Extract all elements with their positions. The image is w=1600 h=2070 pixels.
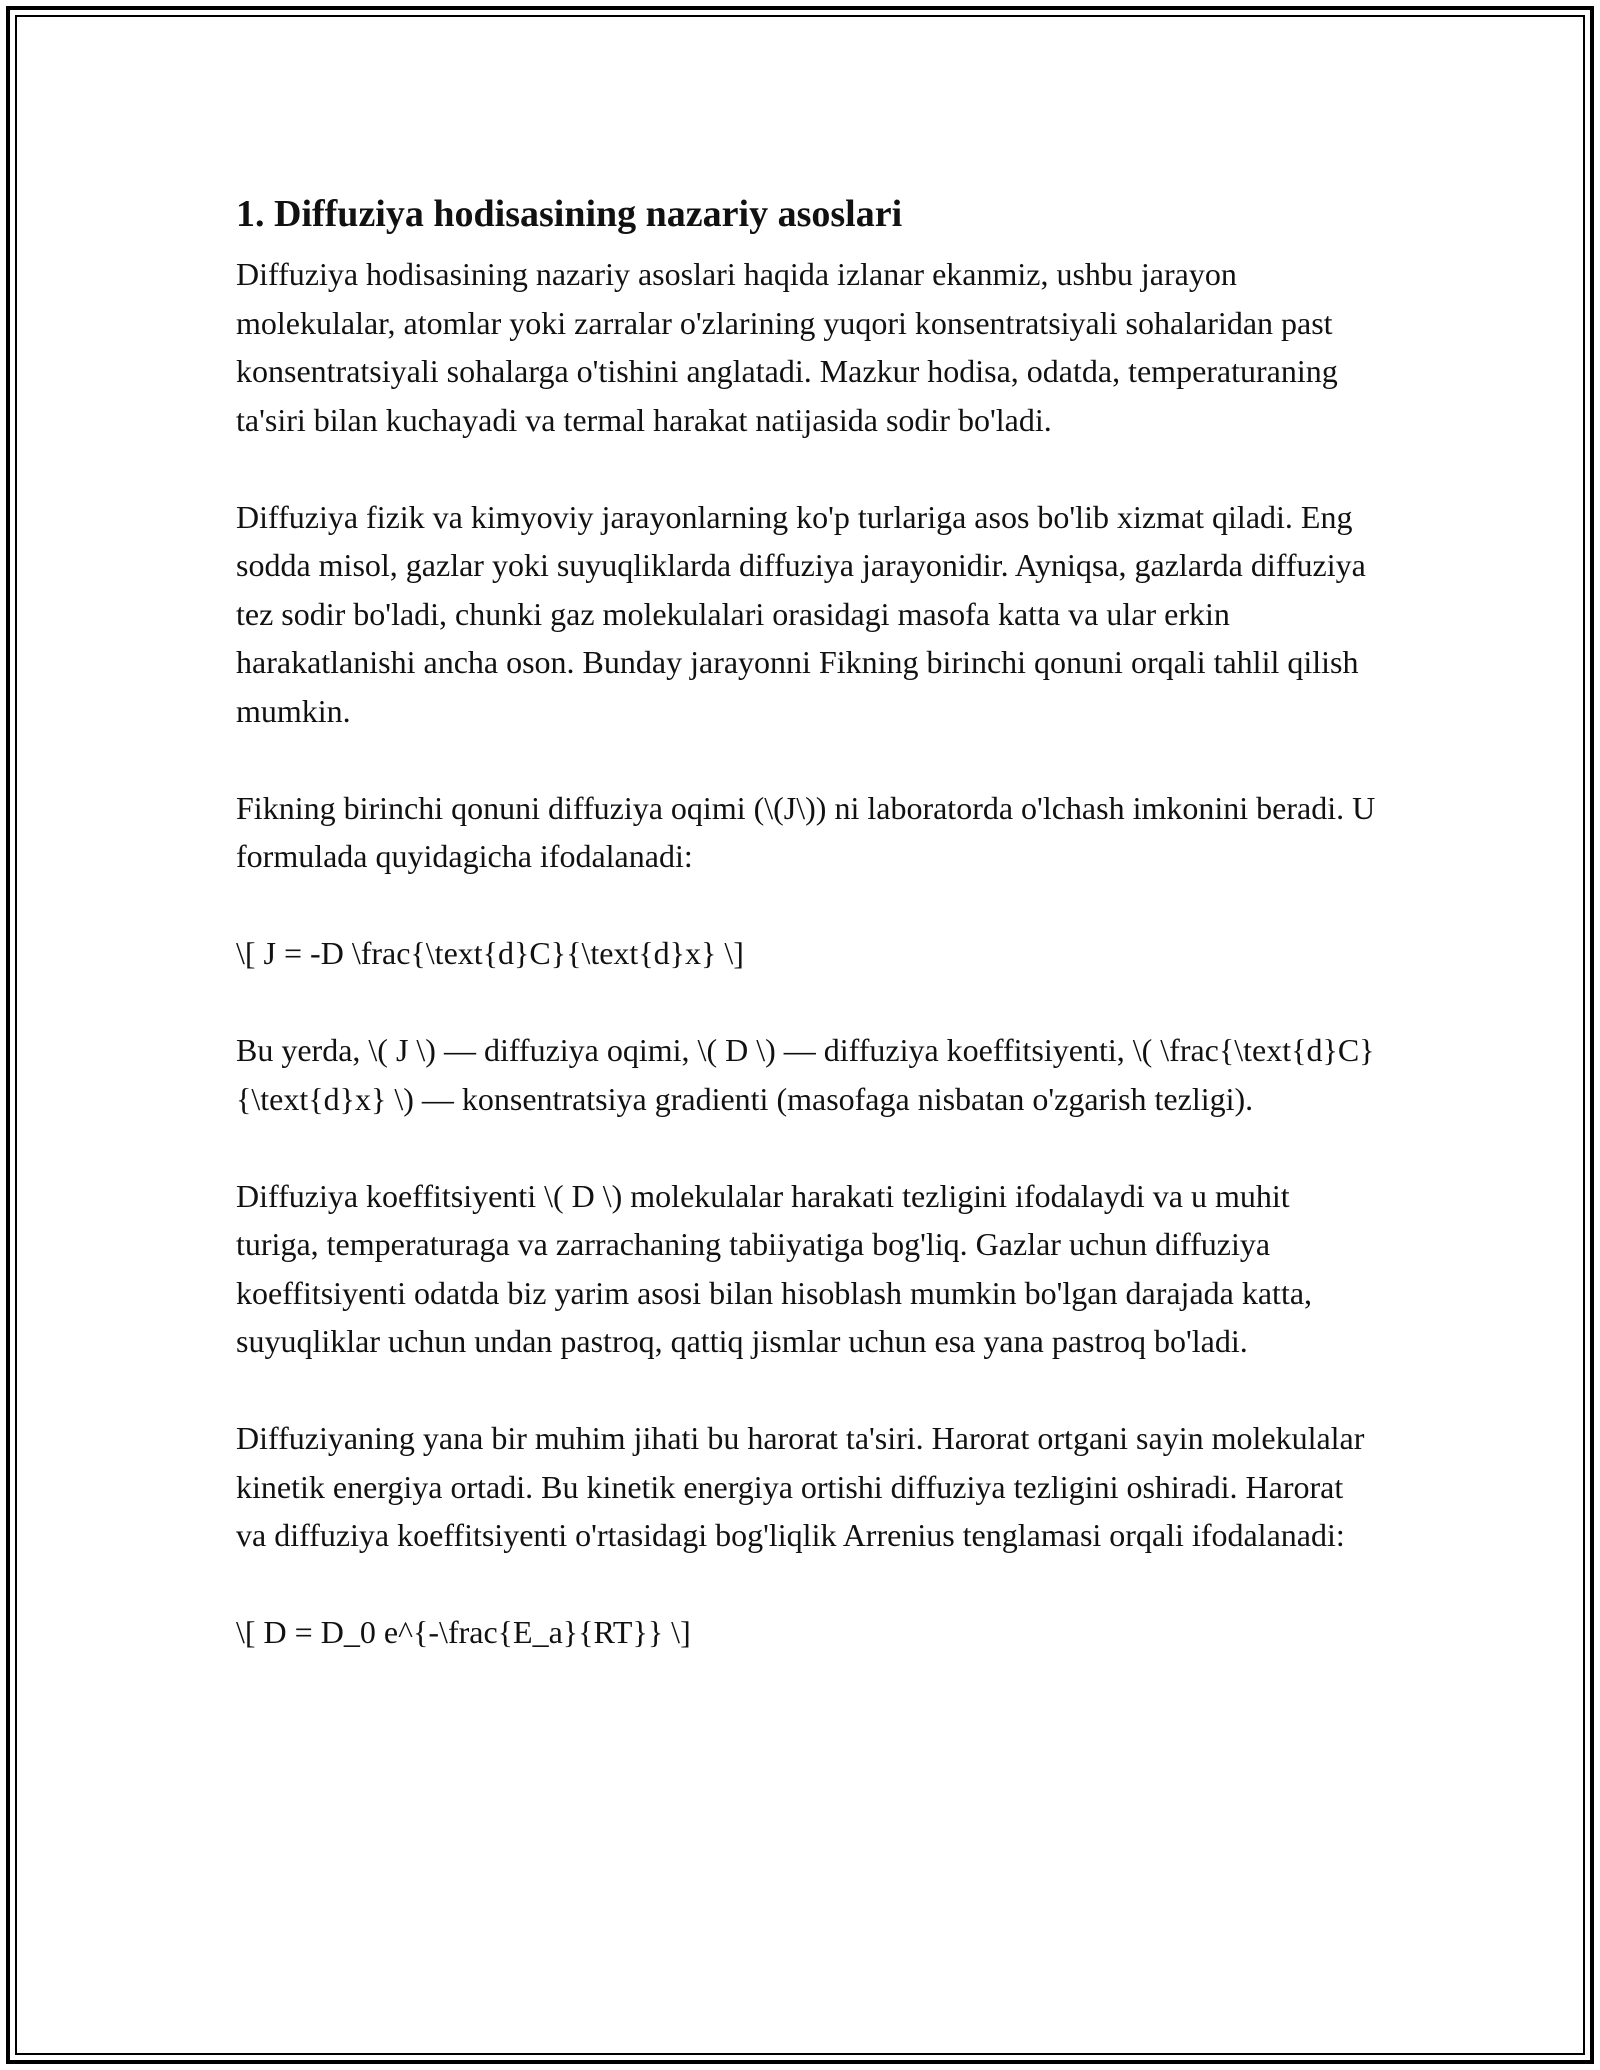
paragraph-diffusion-coefficient: Diffuziya koeffitsiyenti \( D \) molekulalar harakati tezligini ifodalaydi va u muhit turiga, temperaturaga va zarrachaning tabiiyatiga bog'liq. Gazlar uchun diffuziya koeffitsiyenti odatda biz yarim asosi bilan hisoblash mumkin bo'lgan darajada katta, suyuqliklar uchun undan pastroq, qattiq jismlar uchun esa yana pastroq bo'ladi.: [236, 1177, 1313, 1359]
formula-arrhenius: \[ D = D_0 e^{-\frac{E_a}{RT}} \]: [236, 1614, 691, 1650]
formula-fick-first-law: \[ J = -D \frac{\text{d}C}{\text{d}x} \]: [236, 935, 744, 971]
paragraph-temperature-effect: Diffuziyaning yana bir muhim jihati bu harorat ta'siri. Harorat ortgani sayin molekulalar kinetik energiya ortadi. Bu kinetik energiya ortishi diffuziya tezligini oshiradi. Harorat va diffuziya koeffitsiyenti o'rtasidagi bog'liqlik Arrenius tenglamasi orqali ifodalanadi:: [236, 1420, 1365, 1553]
paragraph-diffusion-examples: Diffuziya fizik va kimyoviy jarayonlarning ko'p turlariga asos bo'lib xizmat qiladi. Eng sodda misol, gazlar yoki suyuqliklarda diffuziya jarayonidir. Ayniqsa, gazlarda diffuziya tez sodir bo'ladi, chunki gaz molekulalari orasidagi masofa katta va ular erkin harakatlanishi ancha oson. Bunday jarayonni Fikning birinchi qonuni orqali tahlil qilish mumkin.: [236, 498, 1366, 729]
section-heading: 1. Diffuziya hodisasining nazariy asoslari: [236, 193, 903, 235]
paragraph-diffusion-definition: Diffuziya hodisasining nazariy asoslari haqida izlanar ekanmiz, ushbu jarayon molekulalar, atomlar yoki zarralar o'zlarining yuqori konsentratsiyali sohalaridan past konsentratsiyali sohalarga o'tishini anglatadi. Mazkur hodisa, odatda, temperaturaning ta'siri bilan kuchayadi va termal harakat natijasida sodir bo'ladi.: [236, 256, 1338, 438]
paragraph-formula-terms: Bu yerda, \( J \) — diffuziya oqimi, \( D \) — diffuziya koeffitsiyenti, \( \frac{\text{d}C}{\text{d}x} \) — konsentratsiya gradienti (masofaga nisbatan o'zgarish tezligi).: [236, 1032, 1375, 1117]
document-body: [236, 186, 1376, 1705]
paragraph-fick-law-intro: Fikning birinchi qonuni diffuziya oqimi (\(J\)) ni laboratorda o'lchash imkonini beradi. U formulada quyidagicha ifodalanadi:: [236, 789, 1376, 874]
